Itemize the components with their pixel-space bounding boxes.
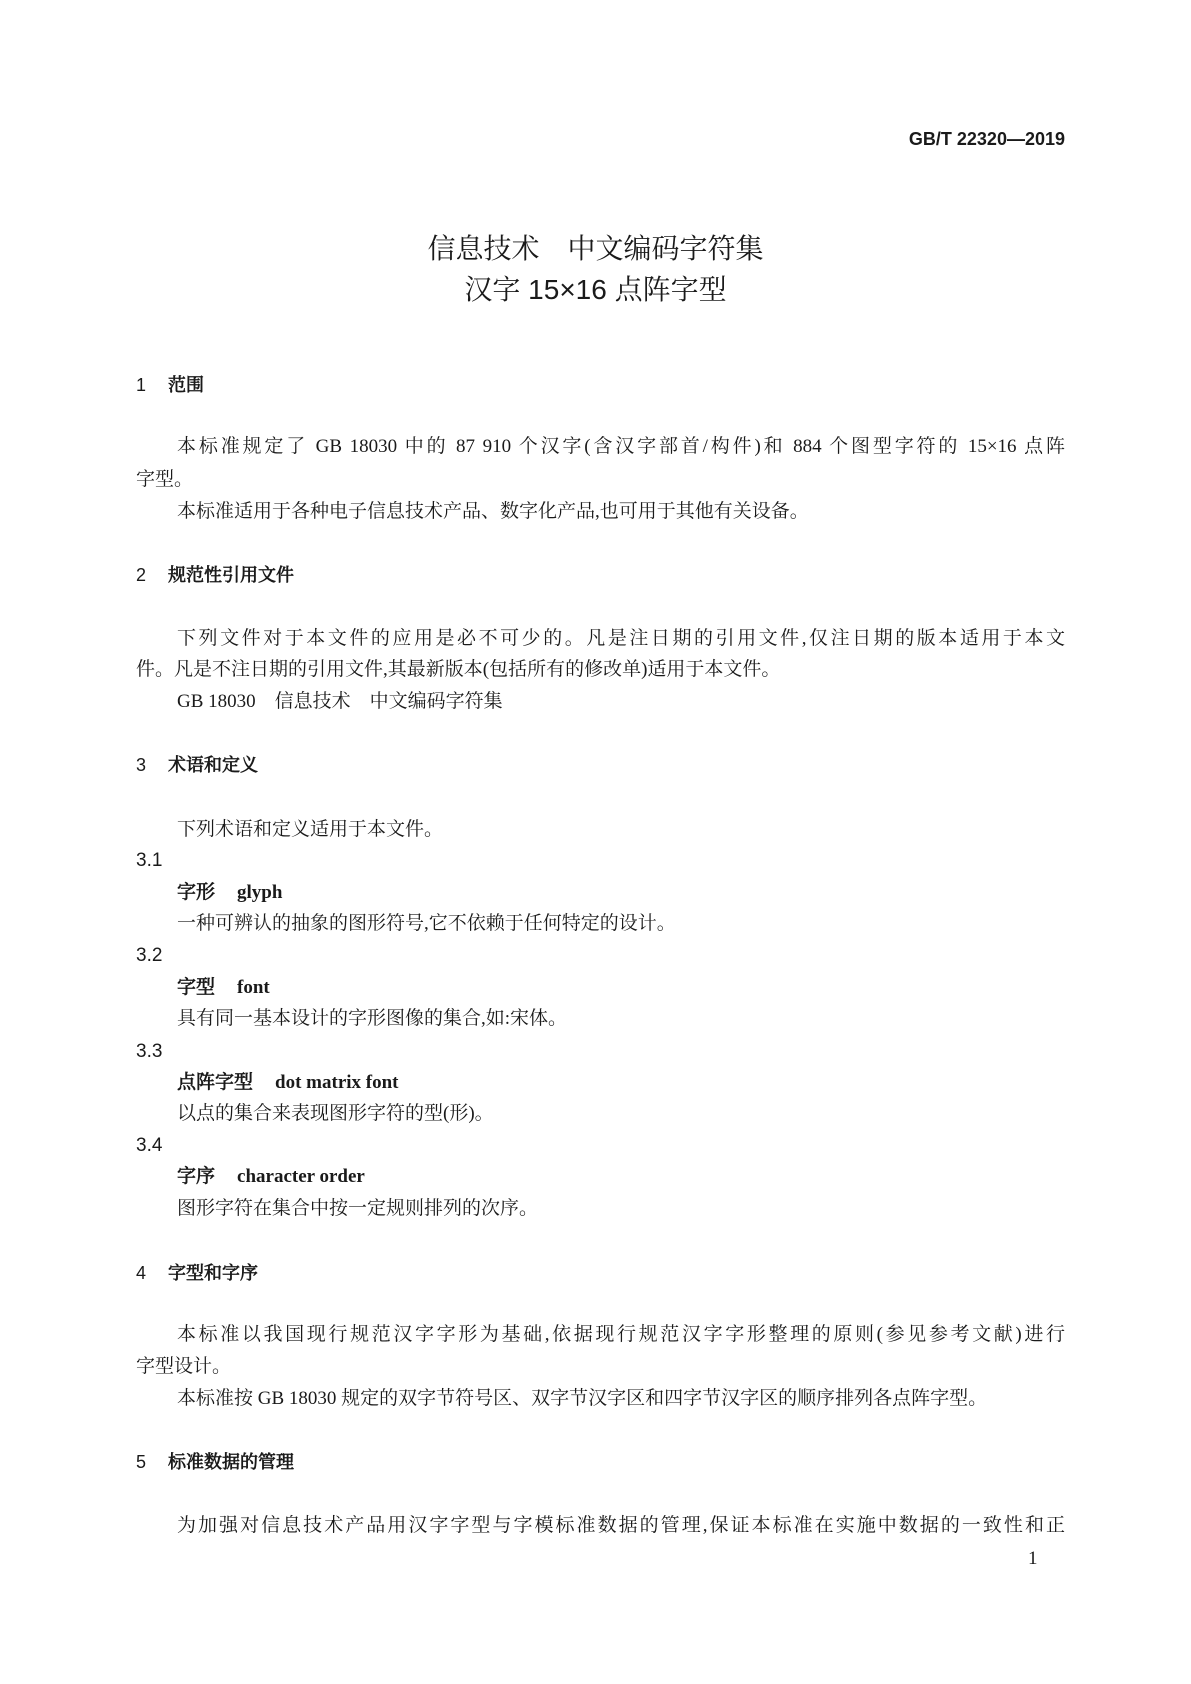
section-heading: 5 标准数据的管理	[136, 1452, 294, 1472]
section-heading: 3 术语和定义	[136, 755, 258, 775]
paragraph-line: 件。凡是不注日期的引用文件,其最新版本(包括所有的修改单)适用于本文件。	[136, 659, 781, 680]
term-definition: 以点的集合来表现图形字符的型(形)。	[177, 1103, 494, 1124]
title-line-1: 信息技术 中文编码字符集	[427, 233, 764, 264]
normative-reference: GB 18030 信息技术 中文编码字符集	[177, 691, 503, 712]
paragraph-line: 为加强对信息技术产品用汉字字型与字模标准数据的管理,保证本标准在实施中数据的一致性和正	[177, 1515, 1065, 1536]
term-title: 点阵字型 dot matrix font	[177, 1072, 399, 1093]
page-number: 1	[1028, 1548, 1038, 1569]
paragraph-line: 本标准适用于各种电子信息技术产品、数字化产品,也可用于其他有关设备。	[177, 501, 809, 522]
paragraph-line: 本标准以我国现行规范汉字字形为基础,依据现行规范汉字字形整理的原则(参见参考文献)进行	[177, 1324, 1065, 1345]
term-definition: 具有同一基本设计的字形图像的集合,如:宋体。	[177, 1008, 568, 1029]
term-number: 3.4	[136, 1135, 163, 1156]
document-number: GB/T 22320—2019	[908, 129, 1065, 149]
section-heading: 4 字型和字序	[136, 1263, 258, 1283]
term-number: 3.2	[136, 945, 163, 966]
term-title: 字型 font	[177, 977, 270, 998]
paragraph-line: 下列文件对于本文件的应用是必不可少的。凡是注日期的引用文件,仅注日期的版本适用于本文	[177, 628, 1065, 649]
title-line-2: 汉字 15×16 点阵字型	[464, 274, 727, 305]
paragraph-line: 字型设计。	[136, 1356, 232, 1377]
term-title: 字序 character order	[177, 1166, 365, 1187]
paragraph-line: 本标准按 GB 18030 规定的双字节符号区、双字节汉字区和四字节汉字区的顺序排列各点阵字型。	[177, 1388, 988, 1409]
term-title: 字形 glyph	[177, 882, 283, 903]
term-number: 3.1	[136, 850, 163, 871]
paragraph-line: 字型。	[136, 469, 194, 490]
paragraph-line: 下列术语和定义适用于本文件。	[177, 819, 444, 840]
paragraph-line: 本标准规定了 GB 18030 中的 87 910 个汉字(含汉字部首/构件)和 884 个图型字符的 15×16 点阵	[177, 436, 1065, 457]
term-definition: 图形字符在集合中按一定规则排列的次序。	[177, 1198, 539, 1219]
term-number: 3.3	[136, 1041, 163, 1062]
section-heading: 2 规范性引用文件	[136, 565, 294, 585]
term-definition: 一种可辨认的抽象的图形符号,它不依赖于任何特定的设计。	[177, 913, 676, 934]
section-heading: 1 范围	[136, 375, 204, 395]
